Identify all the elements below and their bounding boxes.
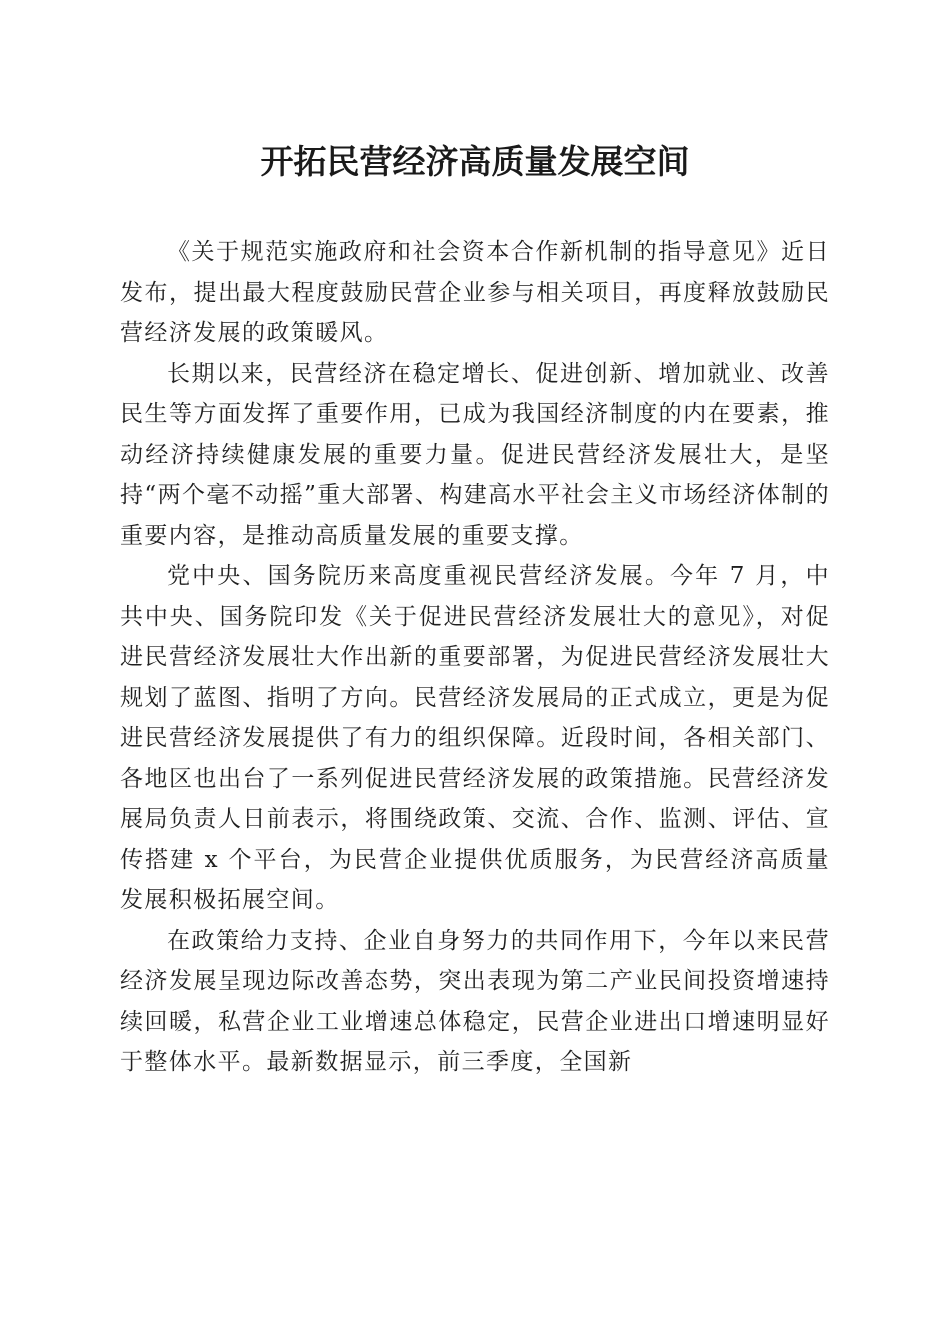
paragraph-3: 党中央、国务院历来高度重视民营经济发展。今年 7 月，中共中央、国务院印发《关于促进民营经济发展壮大的意见》，对促进民营经济发展壮大作出新的重要部署，为促进民营经济发展壮大规划了蓝图、指明了方向。民营经济发展局的正式成立，更是为促进民营经济发展提供了有力的组织保障。近段时间，各相关部门、各地区也出台了一系列促进民营经济发展的政策措施。民营经济发展局负责人日前表示，将围绕政策、交流、合作、监测、评估、宣传搭建 x 个平台，为民营企业提供优质服务，为民营经济高质量发展积极拓展空间。 [120,563,830,913]
paragraph-4: 在政策给力支持、企业自身努力的共同作用下，今年以来民营经济发展呈现边际改善态势，突出表现为第二产业民间投资增速持续回暖，私营企业工业增速总体稳定，民营企业进出口增速明显好于整体水平。最新数据显示，前三季度，全国新 [120,927,830,1075]
paragraph-1: 《关于规范实施政府和社会资本合作新机制的指导意见》近日发布，提出最大程度鼓励民营企业参与相关项目，再度释放鼓励民营经济发展的政策暖风。 [120,239,830,346]
document-body [120,232,830,1083]
paragraph-2: 长期以来，民营经济在稳定增长、促进创新、增加就业、改善民生等方面发挥了重要作用，已成为我国经济制度的内在要素，推动经济持续健康发展的重要力量。促进民营经济发展壮大，是坚持“两个毫不动摇”重大部署、构建高水平社会主义市场经济体制的重要内容，是推动高质量发展的重要支撑。 [120,360,830,549]
document-title: 开拓民营经济高质量发展空间 [260,142,690,181]
